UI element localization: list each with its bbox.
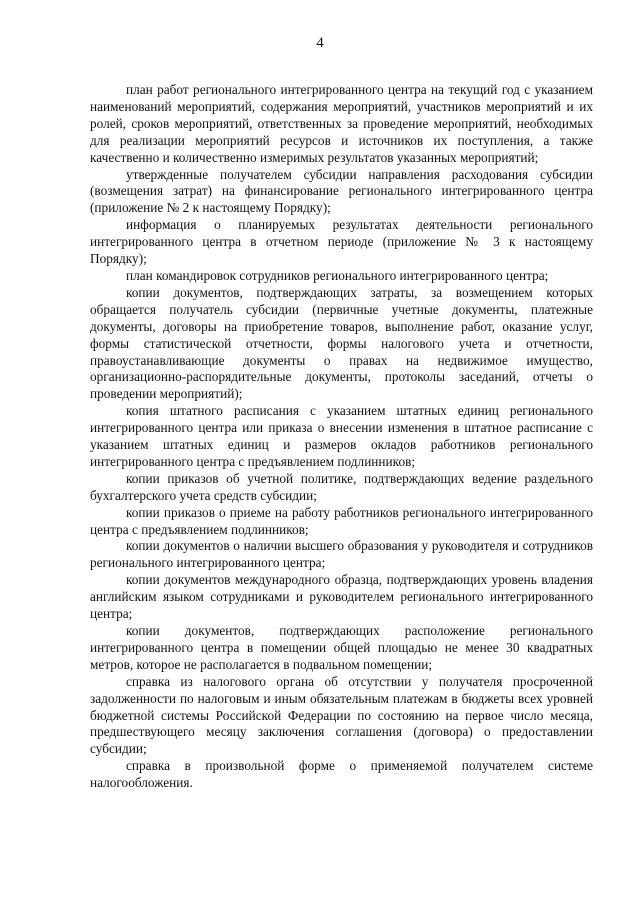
list-item: копии приказов об учетной политике, подтверждающих ведение раздельного бухгалтерского учета средств субсидии; xyxy=(90,470,593,503)
list-item: план работ регионального интегрированного центра на текущий год с указанием наименований мероприятий, содержания мероприятий, участников мероприятий и их ролей, сроков мероприятий, ответственных за проведение мероприятий, необходимых для реализации мероприятий ресурсов и источников их поступления, а также качественно и количественно измеримых результатов указанных мероприятий; xyxy=(90,82,593,165)
list-item: копии документов международного образца, подтверждающих уровень владения английским языком сотрудниками и руководителем регионального интегрированного центра; xyxy=(90,572,593,622)
page-number: 4 xyxy=(316,35,324,51)
list-item: план командировок сотрудников регионального интегрированного центра; xyxy=(126,267,549,283)
list-item: копия штатного расписания с указанием штатных единиц регионального интегрированного центра или приказа о внесении изменения в штатное расписание с указанием штатных единиц и размеров окладов работников регионального интегрированного центра с предъявлением подлинников; xyxy=(90,403,593,469)
list-item: копии документов о наличии высшего образования у руководителя и сотрудников регионального интегрированного центра; xyxy=(90,538,593,571)
list-item: утвержденные получателем субсидии направления расходования субсидии (возмещения затрат) на финансирование регионального интегрированного центра (приложение № 2 к настоящему Порядку); xyxy=(90,166,593,216)
list-item: копии документов, подтверждающих расположение регионального интегрированного центра в помещении общей площадью не менее 30 квадратных метров, которое не располагается в подвальном помещении; xyxy=(90,623,593,672)
list-item: справка в произвольной форме о применяемой получателем системе налогообложения. xyxy=(90,758,593,791)
list-item: справка из налогового органа об отсутствии у получателя просроченной задолженности по налоговым и иным обязательным платежам в бюджеты всех уровней бюджетной системы Российской Федерации по состоянию на первое число месяца, предшествующего месяцу заключения соглашения (договора) о предоставлении субсидии; xyxy=(90,673,593,757)
list-item: копии приказов о приеме на работу работников регионального интегрированного центра с предъявлением подлинников; xyxy=(90,504,593,537)
list-item: информация о планируемых результатах деятельности регионального интегрированного центра в отчетном периоде (приложение № 3 к настоящему Порядку); xyxy=(90,217,593,267)
document-body xyxy=(90,82,593,792)
list-item: копии документов, подтверждающих затраты, за возмещением которых обращается получатель субсидии (первичные учетные документы, платежные документы, договоры на приобретение товаров, выполнение работ, оказание услуг, формы статистической отчетности, формы налогового учета и отчетности, правоустанавливающие документы о правах на недвижимое имущество, организационно-распорядительные документы, протоколы заседаний, отчеты о проведении мероприятий); xyxy=(90,284,593,402)
